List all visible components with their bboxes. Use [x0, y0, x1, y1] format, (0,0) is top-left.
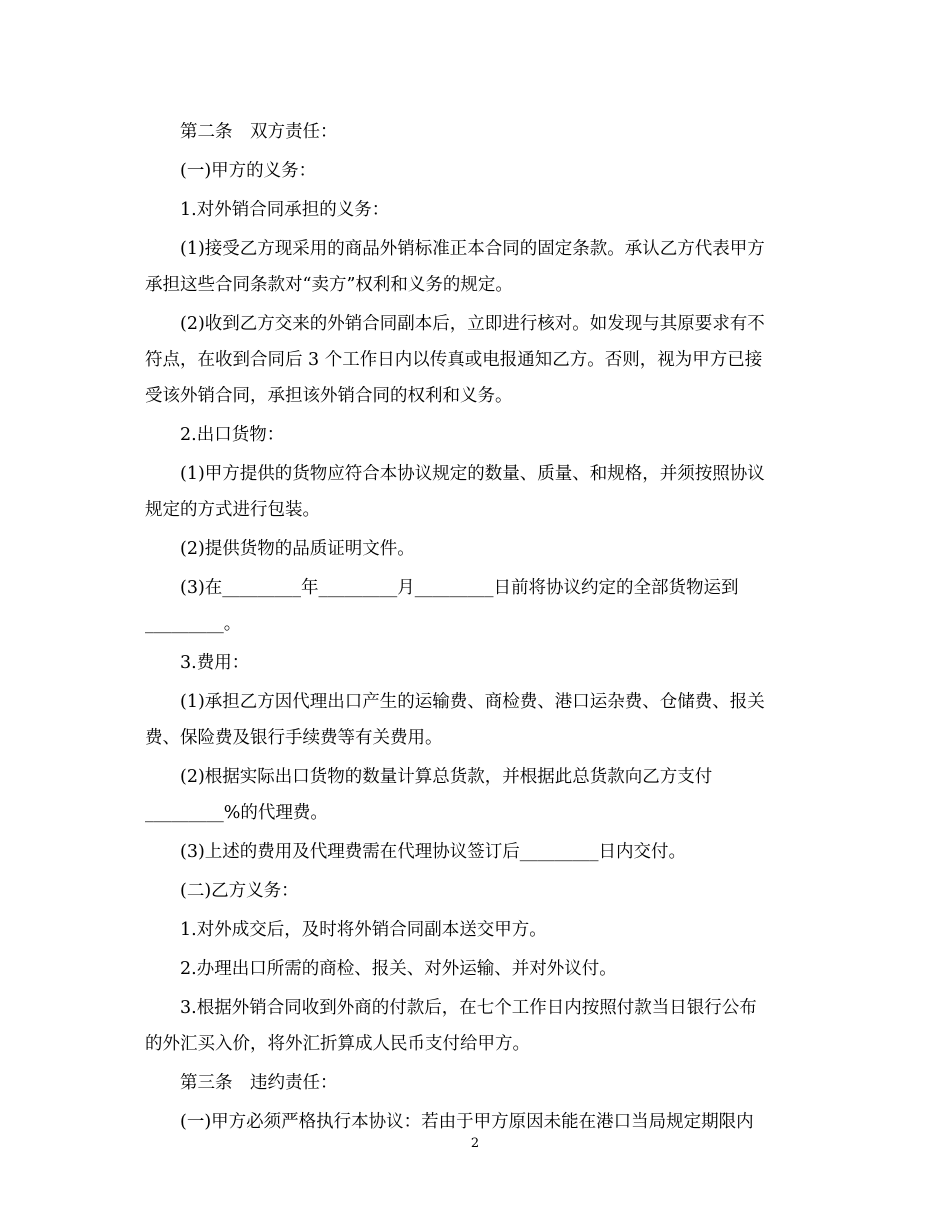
paragraph-continuation-line: 费、保险费及银行手续费等有关费用。 [145, 728, 443, 748]
paragraph-continuation-line: 受该外销合同，承担该外销合同的权利和义务。 [145, 386, 513, 406]
paragraph: 3.费用： [180, 653, 250, 673]
paragraph: (1)甲方提供的货物应符合本协议规定的数量、质量、和规格，并须按照协议 [180, 464, 765, 484]
paragraph: (2)提供货物的品质证明文件。 [180, 539, 415, 559]
paragraph: 第二条 双方责任： [180, 122, 338, 142]
paragraph: (2)根据实际出口货物的数量计算总货款，并根据此总货款向乙方支付 [180, 767, 713, 787]
paragraph-continuation-line: 承担这些合同条款对“卖方”权利和义务的规定。 [145, 275, 513, 295]
paragraph-continuation-line: _________。 [145, 614, 242, 634]
paragraph: (二)乙方义务： [180, 881, 299, 901]
paragraph-continuation-line: 的外汇买入价，将外汇折算成人民币支付给甲方。 [145, 1034, 530, 1054]
paragraph: (一)甲方的义务： [180, 161, 317, 181]
paragraph: 1.对外销合同承担的义务： [180, 200, 390, 220]
paragraph: (1)接受乙方现采用的商品外销标准正本合同的固定条款。承认乙方代表甲方 [180, 239, 765, 259]
page-number: 2 [470, 1136, 480, 1151]
paragraph: 1.对外成交后，及时将外销合同副本送交甲方。 [180, 920, 547, 940]
paragraph: 第三条 违约责任： [180, 1073, 338, 1093]
paragraph: 2.出口货物： [180, 425, 285, 445]
paragraph: (2)收到乙方交来的外销合同副本后，立即进行核对。如发现与其原要求有不 [180, 314, 765, 334]
paragraph: 2.办理出口所需的商检、报关、对外运输、并对外议付。 [180, 959, 617, 979]
paragraph-continuation-line: 符点，在收到合同后 3 个工作日内以传真或电报通知乙方。否则，视为甲方已接 [145, 350, 763, 370]
paragraph: 3.根据外销合同收到外商的付款后，在七个工作日内按照付款当日银行公布 [180, 998, 757, 1018]
paragraph-continuation-line: 规定的方式进行包装。 [145, 500, 320, 520]
paragraph: (一)甲方必须严格执行本协议：若由于甲方原因未能在港口当局规定期限内 [180, 1112, 754, 1132]
document-body [145, 114, 811, 1140]
paragraph: (3)在_________年_________月_________日前将协议约定的全部货物运到 [180, 578, 739, 598]
paragraph: (1)承担乙方因代理出口产生的运输费、商检费、港口运杂费、仓储费、报关 [180, 692, 765, 712]
paragraph-continuation-line: _________%的代理费。 [145, 803, 328, 823]
paragraph: (3)上述的费用及代理费需在代理协议签订后_________日内交付。 [180, 842, 687, 862]
